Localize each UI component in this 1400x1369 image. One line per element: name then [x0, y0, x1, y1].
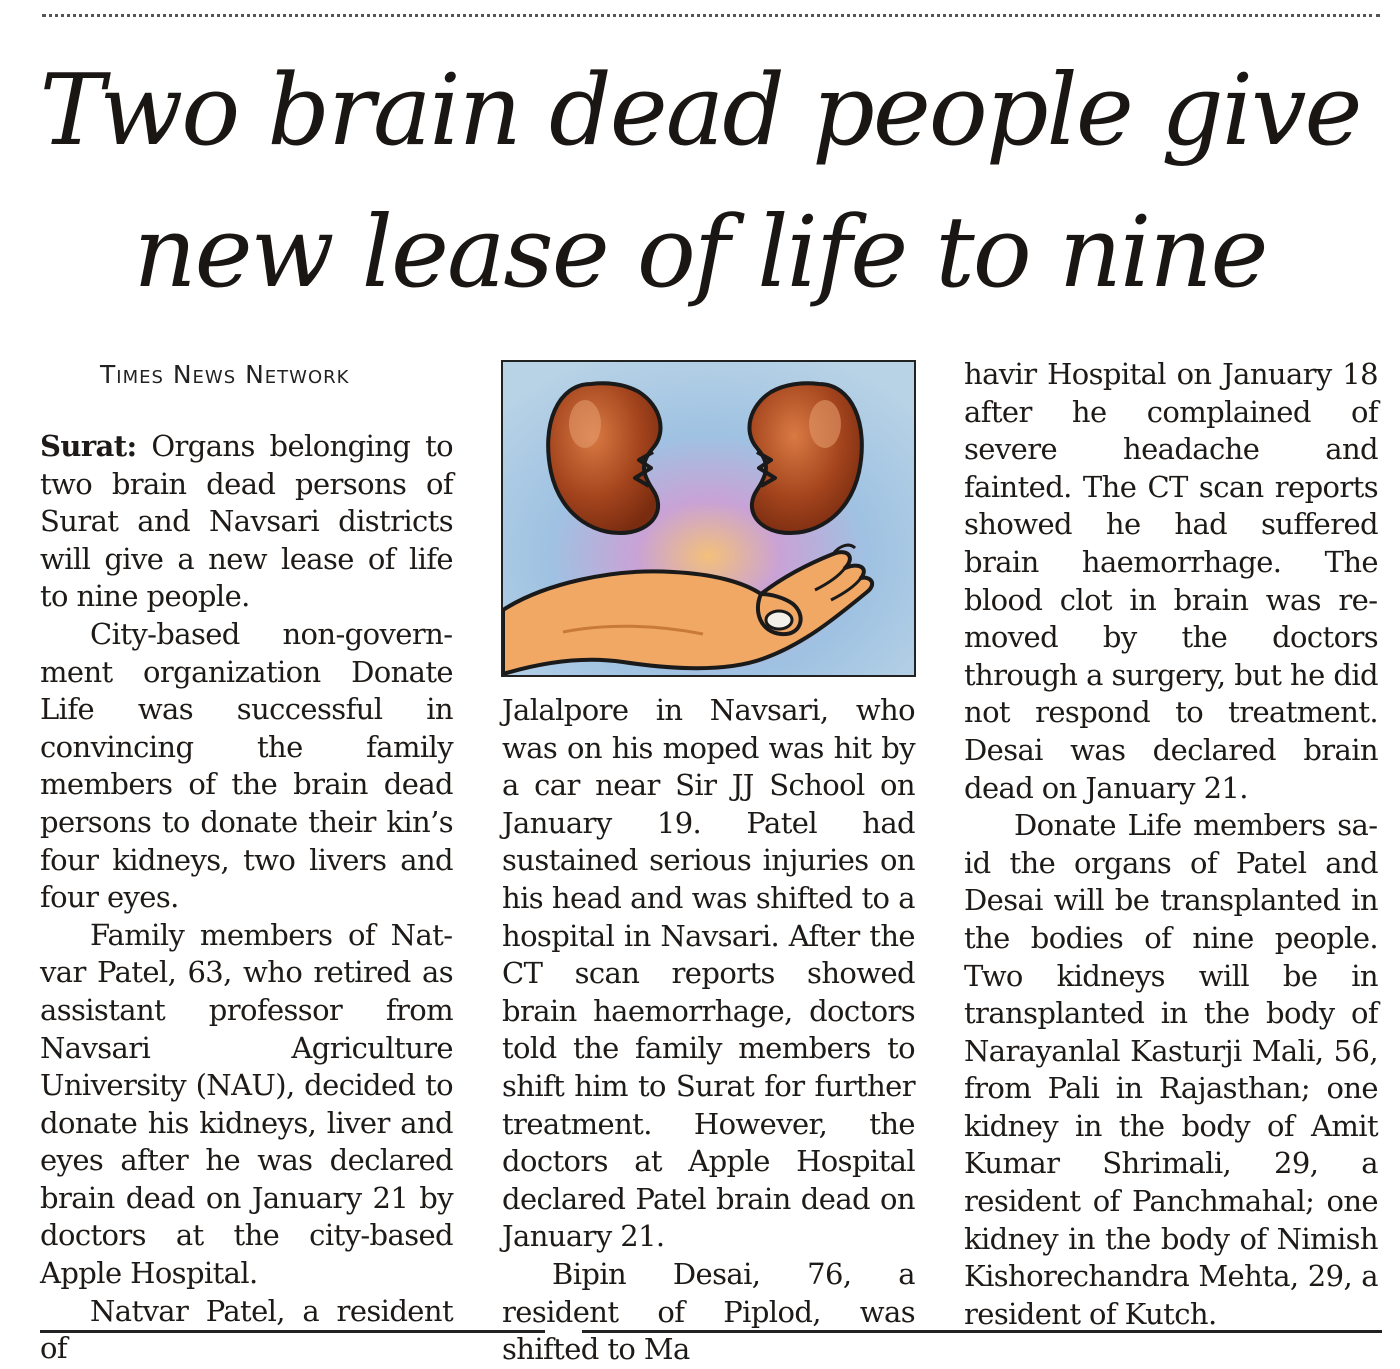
kidneys-over-hand-icon — [503, 362, 914, 675]
paragraph — [40, 428, 453, 616]
headline-line-2: new lease of life to nine — [133, 196, 1267, 310]
paragraph: Bipin Desai, 76, a resident of Piplod, was shifted to Ma — [502, 1256, 915, 1367]
article-column-2 — [502, 692, 915, 1369]
paragraph: Family members of Natvar Patel, 63, who retired as assistant professor from Navsari Agriculture University (NAU), decided to donate his kidneys, liver and eyes after he was declared brain dead on January 21 by doctors at the city-based Apple Hospital. — [40, 917, 453, 1291]
headline — [0, 40, 1400, 324]
bottom-rule-left — [40, 1330, 545, 1333]
paragraph: havir Hospital on January 18 after he complained of severe headache and fainted. The CT scan reports showed he had suffered brain haemorrhage. The blood clot in brain was removed by the doctors through a surgery, but he did not respond to treatment. Desai was declared brain dead on January 21. — [964, 357, 1378, 805]
top-dotted-rule — [42, 14, 1380, 17]
paragraph-text: Organs belonging to two brain dead persons of Surat and Navsari districts will give a new lease of life to nine people. — [40, 429, 453, 614]
article-column-1 — [40, 428, 453, 1368]
byline: Times News Network — [100, 360, 350, 389]
dateline: Surat: — [40, 429, 137, 463]
paragraph: City-based non-government organization Donate Life was successful in convincing the family members of the brain dead persons to donate their kin’s four kidneys, two livers and four eyes. — [40, 616, 453, 915]
kidneys-hand-illustration — [501, 360, 916, 677]
paragraph: Donate Life members said the organs of Patel and Desai will be transplanted in the bodies of nine people. Two kidneys will be in transplanted in the body of Narayanlal Kasturji Mali, 56, from Pali in Rajasthan; one kidney in the body of Amit Kumar Shrimali, 29, a resident of Panchmahal; one kidney in the body of Nimish Kishorechandra Mehta, 29, a resident of Kutch. — [964, 808, 1378, 1331]
paragraph: Jalalpore in Navsari, who was on his moped was hit by a car near Sir JJ School on January 19. Patel had sustained serious injuries on his head and was shifted to a hospital in Navsari. After the CT scan reports showed brain haemorrhage, doctors told the family members to shift him to Surat for further treatment. However, the doctors at Apple Hospital declared Patel brain dead on January 21. — [502, 693, 915, 1254]
headline-line-1: Two brain dead people give — [39, 54, 1361, 168]
article-column-3 — [964, 356, 1378, 1333]
paragraph: Natvar Patel, a resident of — [40, 1293, 453, 1366]
bottom-rule-right — [582, 1330, 1382, 1333]
